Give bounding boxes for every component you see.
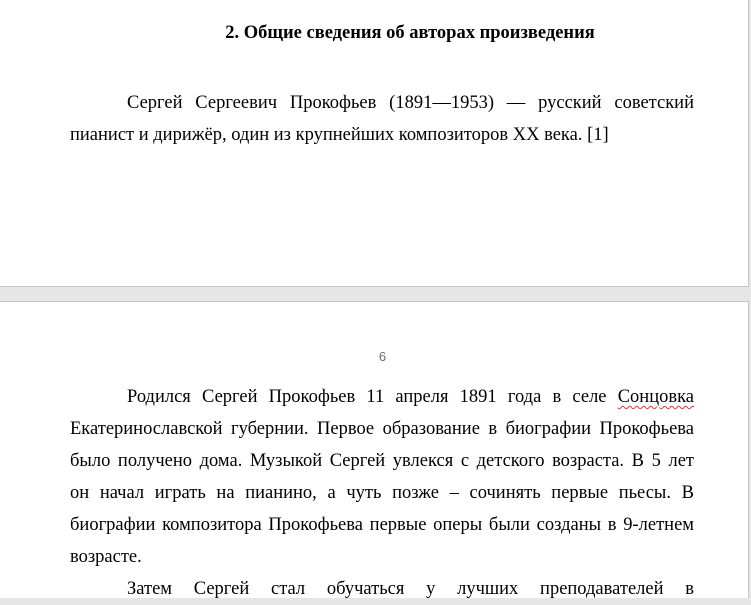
page-number: 6 [378,349,387,364]
paragraph-line: Сергей Сергеевич Прокофьев (1891—1953) — русский советский [127,93,694,113]
misspelled-word[interactable]: Сонцовка [617,387,694,407]
paragraph-line: биографии композитора Прокофьева первые оперы были созданы в 9-летнем [70,515,694,535]
document-page-1 [0,0,749,287]
paragraph-line: он начал играть на пианино, а чуть позже – сочинять первые пьесы. В [70,483,694,503]
paragraph-line: пианист и дирижёр, один из крупнейших композиторов XX века. [1] [70,125,609,145]
intro-paragraph [70,87,694,151]
paragraph-line: было получено дома. Музыкой Сергей увлекся с детского возраста. В 5 лет [70,451,694,471]
paragraph-line: Затем Сергей стал обучаться у лучших преподавателей в [127,579,694,599]
biography-paragraph [70,381,694,605]
paragraph-line [70,381,694,413]
document-page-2 [0,301,749,598]
paragraph-line: возрасте. [70,547,142,567]
section-heading: 2. Общие сведения об авторах произведения [225,23,595,43]
paragraph-line: Екатеринославской губернии. Первое образование в биографии Прокофьева [70,419,694,439]
paragraph-text: Родился Сергей Прокофьев 11 апреля 1891 года в селе [127,387,618,407]
